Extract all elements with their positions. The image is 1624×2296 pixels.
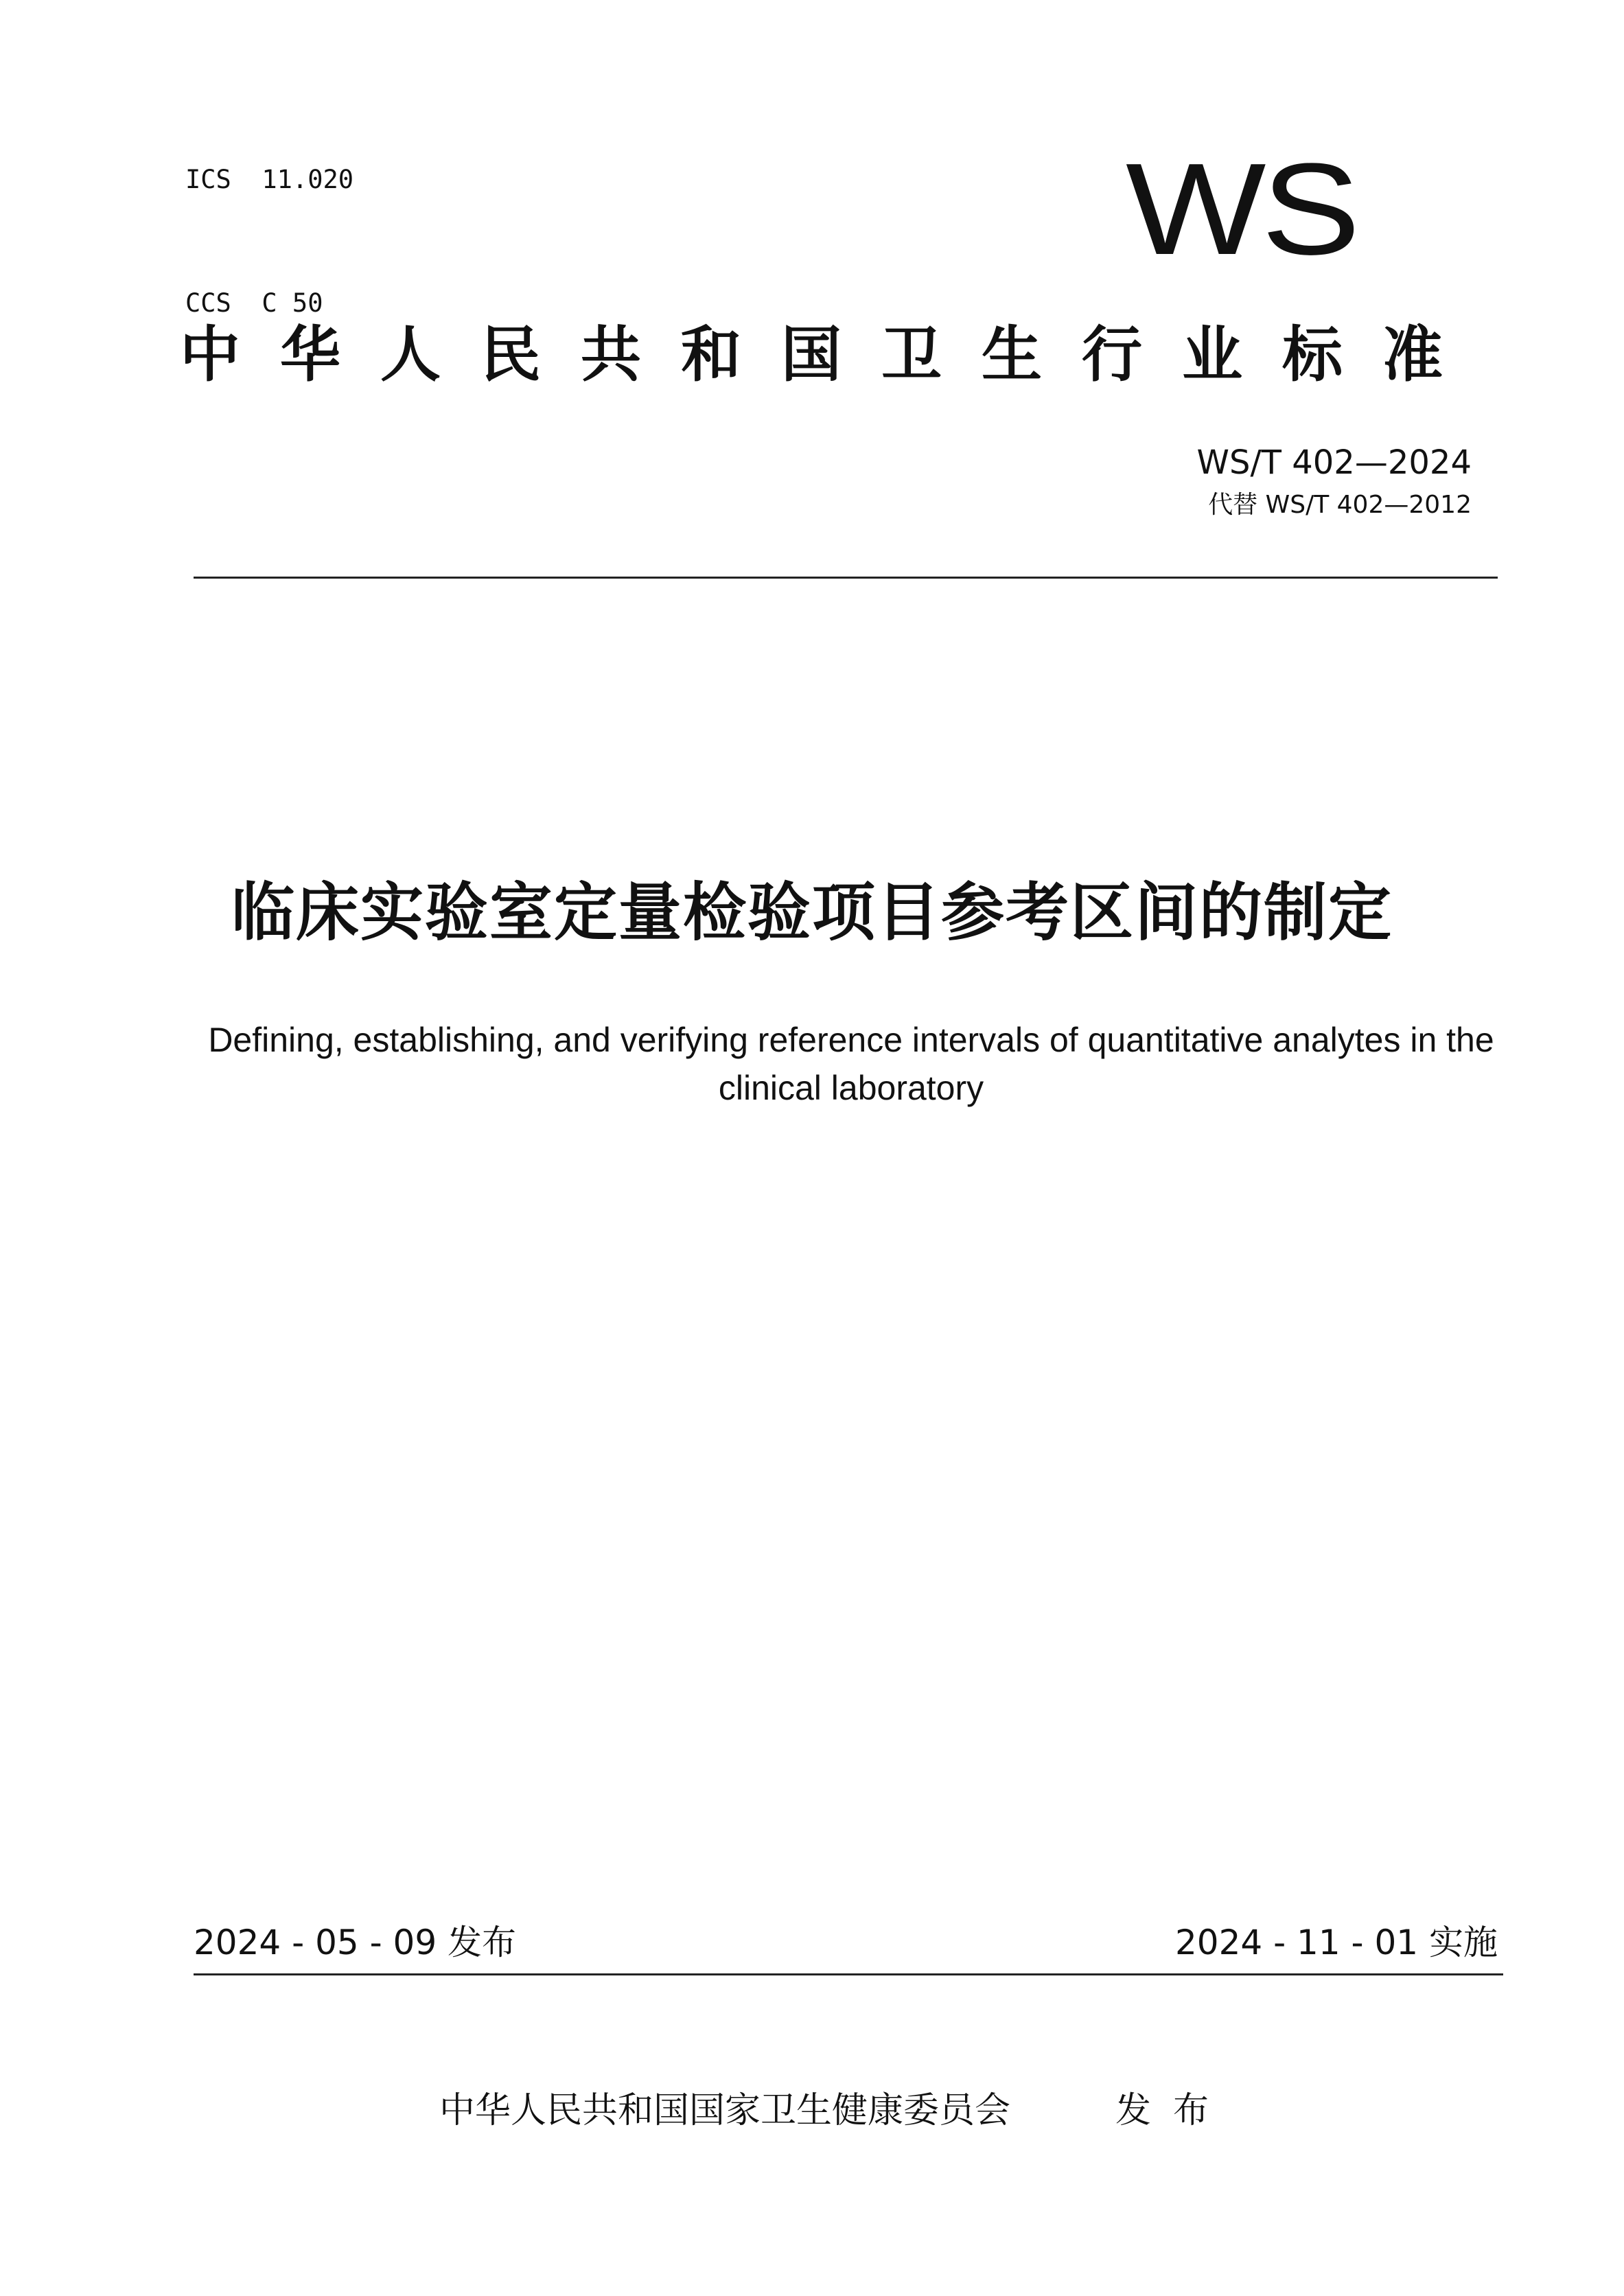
replaces-standard: 代替 WS/T 402—2012 — [1208, 491, 1472, 519]
standard-number: WS/T 402—2024 — [1196, 443, 1472, 482]
standard-series-title: 中华人民共和国卫生行业标准 — [180, 319, 1483, 390]
ics-code: ICS 11.020 — [185, 165, 354, 194]
effective-date: 2024 - 11 - 01 实施 — [1174, 1923, 1498, 1962]
document-title-en: Defining, establishing, and verifying reference intervals of quantitative analytes in the clinical laboratory — [208, 1021, 1494, 1107]
top-divider — [194, 577, 1498, 579]
ws-logo: WS — [1126, 137, 1356, 282]
standard-number-block — [1197, 439, 1472, 524]
ccs-code: CCS C 50 — [185, 288, 323, 318]
publisher-name: 中华人民共和国国家卫生健康委员会 — [439, 2090, 1011, 2131]
document-title-zh: 临床实验室定量检验项目参考区间的制定 — [231, 876, 1393, 949]
bottom-divider — [194, 1973, 1503, 1975]
publish-label: 发布 — [1115, 2090, 1231, 2131]
issue-date: 2024 - 05 - 09 发布 — [194, 1923, 517, 1962]
